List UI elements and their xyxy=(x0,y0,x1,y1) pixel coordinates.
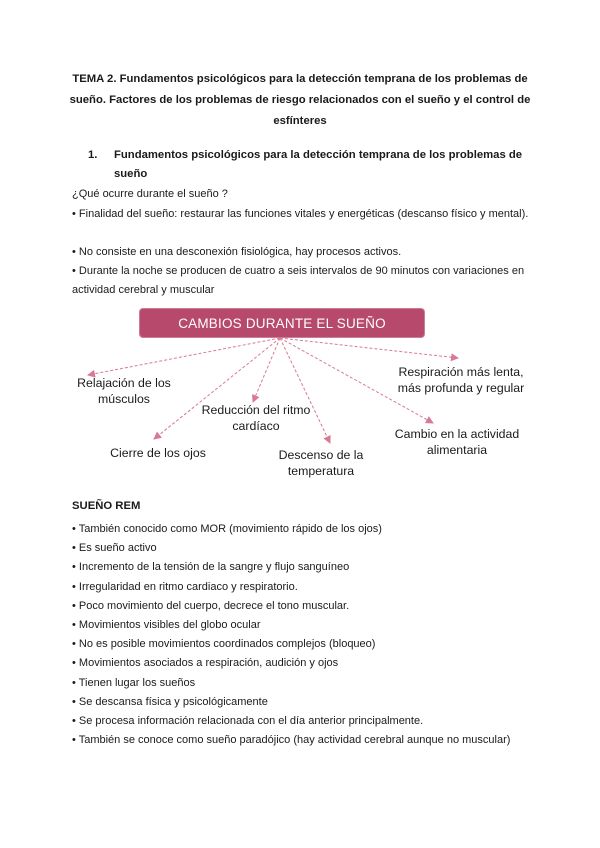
intro-point-3: • Durante la noche se producen de cuatro a seis intervalos de 90 minutos con variaciones en actividad cerebral y muscular xyxy=(72,265,525,296)
list-item: • También conocido como MOR (movimiento rápido de los ojos) xyxy=(72,523,382,535)
list-item: • Movimientos visibles del globo ocular xyxy=(72,619,261,632)
list-item: • Se procesa información relacionada con el día anterior principalmente. xyxy=(72,715,424,728)
node-alimentaria: Cambio en la actividad alimentaria xyxy=(394,427,520,457)
node-ritmo: Reducción del ritmo cardíaco xyxy=(201,403,311,433)
list-item: • Es sueño activo xyxy=(72,542,157,555)
list-item: • También se conoce como sueño paradójico (hay actividad cerebral aunque no muscular) xyxy=(72,734,511,747)
node-respiracion: Respiración más lenta, más profunda y regular xyxy=(397,365,525,395)
list-item: • Incremento de la tensión de la sangre y flujo sanguíneo xyxy=(72,561,350,574)
list-item: • No es posible movimientos coordinados complejos (bloqueo) xyxy=(72,638,376,651)
intro-question: ¿Qué ocurre durante el sueño ? xyxy=(72,188,228,200)
intro-point-2: • No consiste en una desconexión fisiológica, hay procesos activos. xyxy=(72,246,402,258)
node-relajacion: Relajación de los músculos xyxy=(77,376,171,406)
list-item: • Movimientos asociados a respiración, audición y ojos xyxy=(72,657,339,670)
section-number: 1. xyxy=(88,149,98,161)
sleep-changes-diagram xyxy=(0,300,600,490)
list-item: • Poco movimiento del cuerpo, decrece el tono muscular. xyxy=(72,599,350,612)
list-item: • Tienen lugar los sueños xyxy=(72,676,196,689)
document-title: TEMA 2. Fundamentos psicológicos para la detección temprana de los problemas de sueño. Factores de los problemas de riesgo relacionados con el sueño y el control de esfínteres xyxy=(69,73,531,127)
arrow-to-relajacion xyxy=(88,338,280,375)
list-item: • Se descansa física y psicológicamente xyxy=(72,695,268,708)
diagram-header: CAMBIOS DURANTE EL SUEÑO xyxy=(139,308,425,338)
arrow-to-respiracion xyxy=(280,338,458,358)
section-heading-text: Fundamentos psicológicos para la detección temprana de los problemas de sueño xyxy=(114,149,523,180)
list-item: • Irregularidad en ritmo cardiaco y respiratorio. xyxy=(72,580,298,593)
rem-list xyxy=(72,520,552,750)
rem-heading: SUEÑO REM xyxy=(72,500,141,512)
node-temperatura: Descenso de la temperatura xyxy=(278,448,364,478)
intro-point-1: • Finalidad del sueño: restaurar las funciones vitales y energéticas (descanso físico y mental). xyxy=(72,208,529,220)
arrow-to-ritmo xyxy=(253,338,280,402)
section-heading xyxy=(88,146,528,184)
node-ojos: Cierre de los ojos xyxy=(110,446,206,460)
